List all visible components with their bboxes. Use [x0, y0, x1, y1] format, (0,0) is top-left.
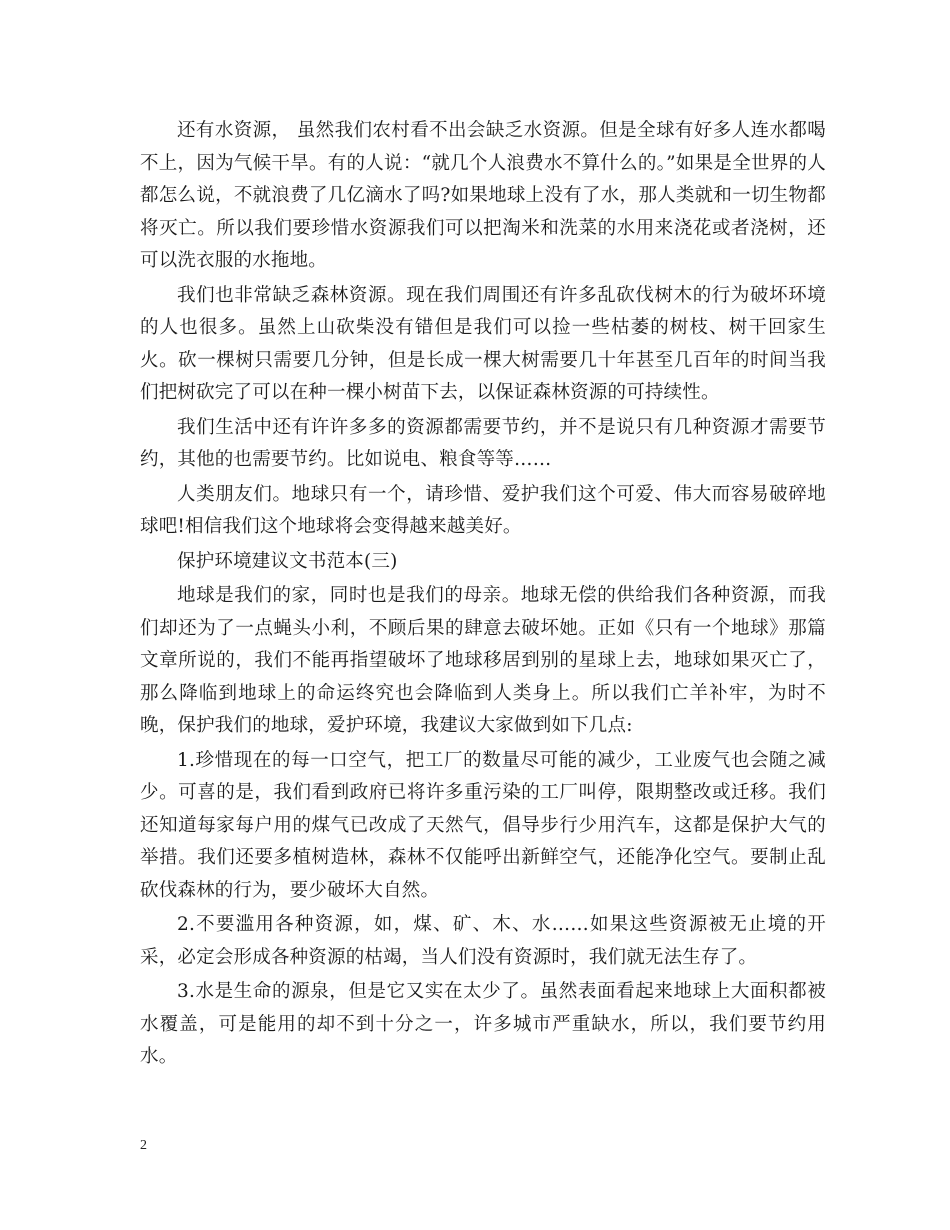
paragraph-point-2: 2.不要滥用各种资源，如，煤、矿、木、水……如果这些资源被无止境的开采，必定会形成各种资源的枯竭，当人们没有资源时，我们就无法生存了。	[140, 914, 826, 968]
paragraph-forest-resources: 我们也非常缺乏森林资源。现在我们周围还有许多乱砍伐树木的行为破坏环境的人也很多。虽然上山砍柴没有错但是我们可以捡一些枯萎的树枝、树干回家生火。砍一棵树只需要几分钟，但是长成一棵大树需要几十年甚至几百年的时间当我们把树砍完了可以在种一棵小树苗下去，以保证森林资源的可持续性。	[140, 284, 826, 403]
document-body	[140, 115, 826, 1074]
paragraph-point-3: 3.水是生命的源泉，但是它又实在太少了。虽然表面看起来地球上大面积都被水覆盖，可是能用的却不到十分之一，许多城市严重缺水，所以，我们要节约用水。	[140, 981, 826, 1067]
paragraph-earth-home: 地球是我们的家，同时也是我们的母亲。地球无偿的供给我们各种资源，而我们却还为了一点蝇头小利，不顾后果的肆意去破坏她。正如《只有一个地球》那篇文章所说的，我们不能再指望破坏了地球移居到别的星球上去，地球如果灭亡了，那么降临到地球上的命运终究也会降临到人类身上。所以我们亡羊补牢，为时不晚，保护我们的地球，爱护环境，我建议大家做到如下几点:	[140, 585, 826, 736]
section-heading: 保护环境建议文书范本(三)	[177, 550, 398, 572]
paragraph-point-1: 1.珍惜现在的每一口空气，把工厂的数量尽可能的减少，工业废气也会随之减少。可喜的是，我们看到政府已将许多重污染的工厂叫停，限期整改或迁移。我们还知道每家每户用的煤气已改成了天然气，倡导步行少用汽车，这都是保护大气的举措。我们还要多植树造林，森林不仅能呼出新鲜空气，还能净化空气。要制止乱砍伐森林的行为，要少破坏大自然。	[140, 749, 826, 901]
page-number: 2	[140, 1138, 147, 1153]
paragraph-other-resources: 我们生活中还有许许多多的资源都需要节约，并不是说只有几种资源才需要节约，其他的也需要节约。比如说电、粮食等等……	[140, 416, 826, 470]
paragraph-appeal: 人类朋友们。地球只有一个，请珍惜、爱护我们这个可爱、伟大而容易破碎地球吧!相信我们这个地球将会变得越来越美好。	[140, 483, 826, 537]
paragraph-water-resources: 还有水资源， 虽然我们农村看不出会缺乏水资源。但是全球有好多人连水都喝不上，因为气候干旱。有的人说：“就几个人浪费水不算什么的。”如果是全世界的人都怎么说，不就浪费了几亿滴水了吗?如果地球上没有了水，那人类就和一切生物都将灭亡。所以我们要珍惜水资源我们可以把淘米和洗菜的水用来浇花或者浇树，还可以洗衣服的水拖地。	[140, 120, 826, 271]
